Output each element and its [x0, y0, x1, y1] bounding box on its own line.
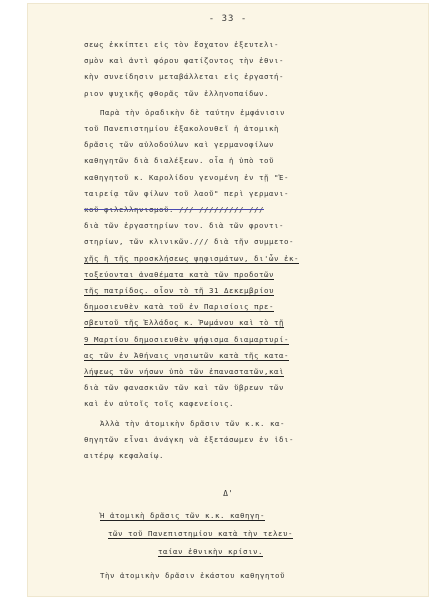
text-line-underlined: 9 Μαρτίου δημοσιευθὲν ψήφισμα διαμαρτυρί-: [84, 334, 289, 344]
text-line-underlined: σβευτοῦ τῆς Ἑλλάδος κ. Ῥωμάνου καὶ τὸ τῇ: [84, 318, 284, 328]
text-line: τοῦ Πανεπιστημίου ἐξακολουθεῖ ἡ ἀτομικὴ: [84, 124, 279, 133]
text-line: ταιρείᾳ τῶν φίλων τοῦ λαοῦ" περὶ γερμανι-: [84, 188, 289, 198]
text-line: σεως ἐκκίπτει εἰς τὸν ἔσχατον ἐξευτελι-: [84, 40, 279, 49]
text-line: ριον ψυχικῆς φθορᾶς τῶν ἑλληνοπαίδων.: [84, 88, 269, 98]
text-line: αιτέρῳ κεφαλαίῳ.: [84, 451, 164, 460]
text-line: διὰ τῶν φανασκιῶν τῶν καὶ τῶν ὕβρεων τῶν: [84, 383, 284, 393]
text-line: σμὸν καὶ ἀντὶ φόρου φατίζοντος τὴν ἐθνι-: [84, 56, 284, 66]
text-line: Παρὰ τὴν ὁραδικὴν δὲ ταύτην ἐμφάνισιν: [100, 107, 285, 117]
text-line-underlined: τῆς πατρίδος. οἷον τὸ τῆ 31 Δεκεμβρίου: [84, 286, 274, 295]
text-line: θηγητῶν εἶναι ἀνάγκη νὰ ἐξετάσωμεν ἐν ἰδι-: [84, 434, 294, 444]
section-title-line: ταίαν ἐθνικὴν κρίσιν.: [158, 547, 263, 557]
document-page: [28, 4, 428, 596]
text-line: καθηγητοῦ κ. Καρολίδου γενομένη ἐν τῇ "Ἑ-: [84, 172, 289, 182]
section-letter: Δ': [223, 489, 233, 499]
text-line-underlined: τοξεύονται ἀναθέματα κατὰ τῶν προδοτῶν: [84, 269, 274, 279]
text-line: Τὴν ἀτομικὴν δρᾶσιν ἑκάστου καθηγητοῦ: [100, 571, 285, 581]
text-line: κὴν συνείδησιν μεταβάλλεται εἰς ἐργαστή-: [84, 72, 284, 82]
text-line-underlined: λήψεως τῶν νήσων ὑπὸ τῶν ἐπαναστατῶν,καὶ: [84, 367, 284, 376]
text-line: στηρίων, τῶν κλινικῶν./// διὰ τῆν συμμετο-: [84, 237, 294, 247]
text-line: καὶ ἐν αὐτοῖς τοῖς καφενείοις.: [84, 399, 234, 409]
text-line: δρᾶσις τῶν αὐλοδούλων καὶ γερμανοφίλων: [84, 140, 274, 150]
text-line-struck: κοῦ φιλελληνισμοῦ. /// ///////// ///: [84, 205, 264, 214]
page-number: - 33 -: [208, 14, 248, 24]
text-line-underlined: δημοσιευθὲν κατὰ τοῦ ἐν Παρισίοις πρε-: [84, 302, 274, 312]
text-line: Ἀλλὰ τὴν ἀτομικὴν δρᾶσιν τῶν κ.κ. κα-: [100, 418, 285, 428]
text-line-underlined: ας τῶν ἐν Ἀθήναις νησιωτῶν κατὰ τῆς κατα-: [84, 350, 289, 360]
text-line-underlined: χῆς ἢ τῆς προσκλήσεως ψηφισμάτων, δι'ὧν ἐκ-: [84, 253, 299, 263]
text-line: καθηγητῶν διὰ διαλέξεων. οἷα ἡ ὑπὸ τοῦ: [84, 156, 274, 166]
section-title-line: Ἡ ἀτομικὴ δρᾶσις τῶν κ.κ. καθηγη-: [100, 511, 265, 521]
section-title-line: τῶν τοῦ Πανεπιστημίου κατὰ τὴν τελευ-: [108, 529, 293, 539]
text-line: διὰ τῶν ἐργαστηρίων τον. διὰ τῶν φροντι-: [84, 221, 284, 231]
